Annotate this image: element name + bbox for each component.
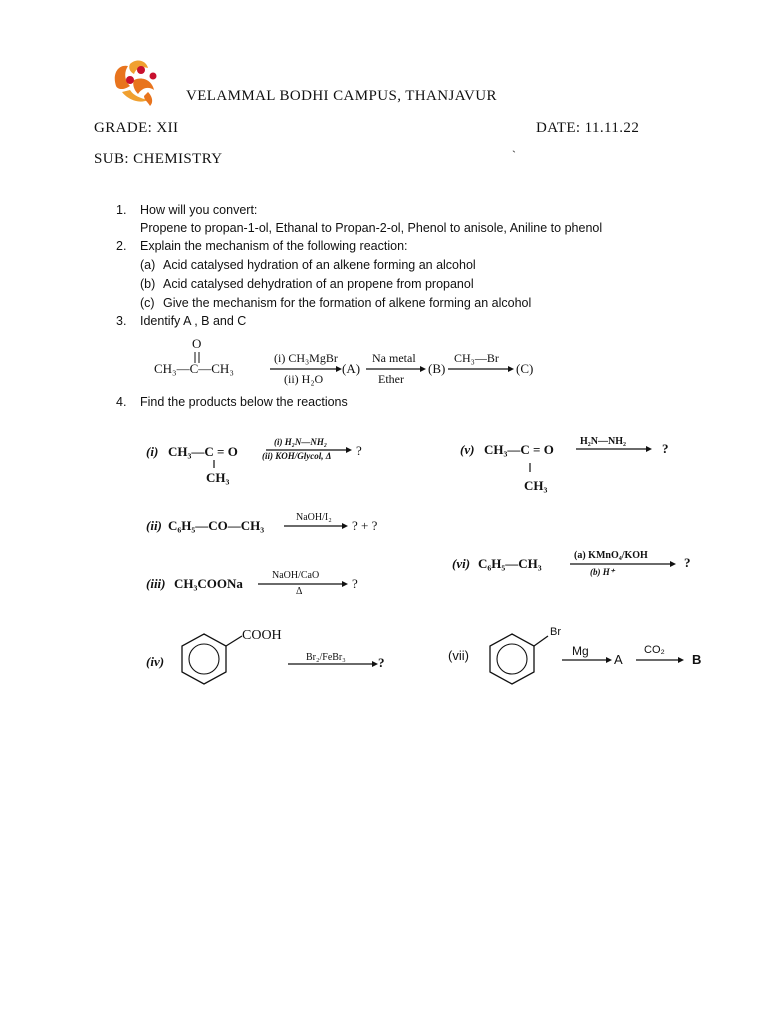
r3-cond-top: NaOH/CaO xyxy=(272,570,320,581)
q4-reaction-i xyxy=(146,432,386,488)
benzene-ring-icon xyxy=(446,624,716,694)
q2-number: 2. xyxy=(116,239,127,253)
q2b-text: Acid catalysed dehydration of an propene from propanol xyxy=(163,277,474,291)
q3-number: 3. xyxy=(116,314,127,328)
q3-step3-top: CH₃—Br xyxy=(454,351,499,365)
r7-product1: A xyxy=(614,652,623,667)
r7-reagent2: CO₂ xyxy=(644,644,665,656)
r3-product: ? xyxy=(352,576,358,591)
q3-product-a: (A) xyxy=(342,361,361,376)
r5-reactant: CH₃—C = O xyxy=(484,442,554,457)
r3-reactant: CH₃COONa xyxy=(174,576,243,591)
q4-reaction-iii xyxy=(146,570,376,600)
q2a-label: (a) xyxy=(140,258,156,272)
r1-cond-top: (i) H₂N—NH₂ xyxy=(274,437,328,447)
grade-label: GRADE: XII xyxy=(94,120,179,136)
q4-reaction-ii xyxy=(146,510,406,540)
r6-cond-top: (a) KMnO₄/KOH xyxy=(574,550,648,561)
r5-product: ? xyxy=(662,441,669,456)
r1-product: ? xyxy=(356,443,362,458)
q1-detail: Propene to propan-1-ol, Ethanal to Propan-2-ol, Phenol to anisole, Aniline to phenol xyxy=(140,221,603,235)
r4-substituent: COOH xyxy=(242,628,282,643)
q3-step2-top: Na metal xyxy=(372,351,416,365)
r7-reagent1: Mg xyxy=(572,644,589,658)
r4-product: ? xyxy=(378,655,385,670)
q3-product-b: (B) xyxy=(428,361,446,376)
q2b-label: (b) xyxy=(140,277,156,291)
r7-substituent: Br xyxy=(550,626,561,638)
r7-label: (vii) xyxy=(448,648,469,663)
q3-oxygen: O xyxy=(192,336,202,351)
q1-text: How will you convert: xyxy=(140,203,258,217)
q4-reaction-vii xyxy=(446,624,716,694)
r6-product: ? xyxy=(684,555,691,570)
subject-label: SUB: CHEMISTRY xyxy=(94,151,223,167)
q3-step1-top: (i) CH₃MgBr xyxy=(274,351,338,365)
q4-reaction-iv xyxy=(146,618,396,694)
q3-reaction-scheme xyxy=(150,336,550,388)
r6-reactant: C₆H₅—CH₃ xyxy=(478,556,542,571)
r2-reactant: C₆H₅—CO—CH₃ xyxy=(168,518,265,533)
q4-reaction-v xyxy=(460,432,700,496)
q3-product-c: (C) xyxy=(516,361,534,376)
school-logo xyxy=(108,56,164,108)
r1-reactant: CH₃—C = O xyxy=(168,444,238,459)
r3-label: (iii) xyxy=(146,576,166,591)
stray-mark: ` xyxy=(512,148,516,162)
r7-product2: B xyxy=(692,652,702,667)
q2c-text: Give the mechanism for the formation of alkene forming an alcohol xyxy=(163,296,532,310)
q3-step2-bottom: Ether xyxy=(378,372,404,386)
r5-label: (v) xyxy=(460,442,475,457)
r1-sub: CH₃ xyxy=(206,470,230,485)
q1-number: 1. xyxy=(116,203,127,217)
r4-cond-top: Br₂/FeBr₃ xyxy=(306,652,346,663)
q2c-label: (c) xyxy=(140,296,155,310)
r4-label: (iv) xyxy=(146,654,165,669)
q2-text: Explain the mechanism of the following reaction: xyxy=(140,239,408,253)
r1-label: (i) xyxy=(146,444,159,459)
r2-cond-top: NaOH/I₂ xyxy=(296,512,332,523)
q3-step1-bottom: (ii) H₂O xyxy=(284,372,324,386)
q3-reactant: CH₃—C—CH₃ xyxy=(154,361,234,376)
institution-name: VELAMMAL BODHI CAMPUS, THANJAVUR xyxy=(186,88,497,104)
q3-text: Identify A , B and C xyxy=(140,314,247,328)
r6-label: (vi) xyxy=(452,556,471,571)
r6-cond-bottom: (b) H⁺ xyxy=(590,567,615,577)
r3-arrow xyxy=(146,570,376,600)
q4-reaction-vi xyxy=(452,548,702,582)
r2-label: (ii) xyxy=(146,518,162,533)
date-label: DATE: 11.11.22 xyxy=(536,120,640,136)
r1-cond-bottom: (ii) KOH/Glycol, Δ xyxy=(262,451,332,461)
r5-sub: CH₃ xyxy=(524,478,548,493)
q4-text: Find the products below the reactions xyxy=(140,395,348,409)
r3-cond-bottom: Δ xyxy=(296,586,303,597)
r2-product: ? + ? xyxy=(352,518,378,533)
q4-number: 4. xyxy=(116,395,127,409)
q2a-text: Acid catalysed hydration of an alkene forming an alcohol xyxy=(163,258,476,272)
r5-cond-top: H₂N—NH₂ xyxy=(580,436,626,447)
